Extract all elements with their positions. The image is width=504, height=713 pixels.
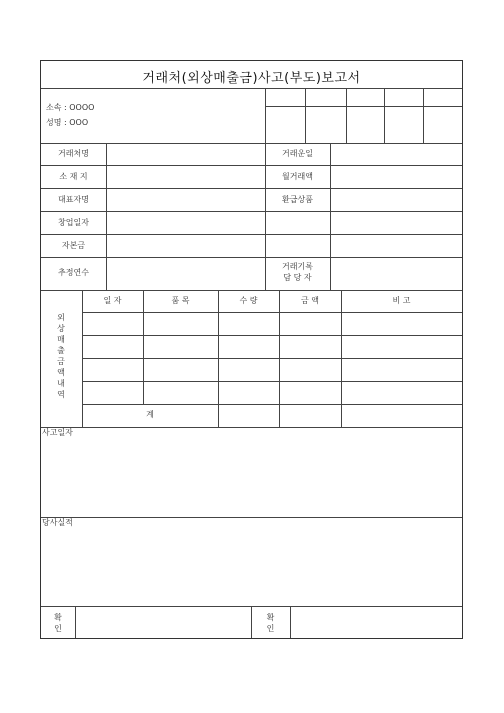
client-name-label: 거래처명 [58,149,89,158]
name-label: 성명 : OOO [46,118,89,127]
accident-date-label: 사고일자 [42,428,73,437]
confirm-1-top: 확 [54,613,62,622]
trade-start-label: 거래운일 [282,149,313,158]
col-item: 품 목 [171,296,190,305]
form-title: 거래처(외상매출금)사고(부도)보고서 [142,71,361,86]
ceo-label: 대표자명 [58,195,89,204]
dept-label: 소속 : OOOO [46,103,95,112]
response-label: 당사실적 [42,518,73,527]
monthly-trade-label: 월거래액 [282,172,313,181]
total-label: 계 [146,410,154,419]
col-qty: 수 량 [239,296,258,305]
col-date: 일 자 [103,296,122,305]
col-note: 비 고 [392,296,411,305]
manager-label: 담 당 자 [283,273,312,282]
location-label: 소 재 지 [59,172,88,181]
trade-record-label: 거래기록 [282,262,313,271]
confirm-2-top: 확 [266,613,275,622]
confirm-1-bottom: 인 [54,624,62,633]
founded-label: 창업일자 [58,218,89,227]
report-form: 거래처(외상매출금)사고(부도)보고서 소속 : OOOO 성명 : OOO 거래처명 소 재 지 대표자명 창업일자 자본금 추정연수 거래운일 월거래액 환급상품 거래기록 담 당 자 외 상 매 출 금 액 내 역 일 자 품 목 수 량 금 액 비 고 계 사고일자 당사실적 확 인 확 인 [40,60,463,639]
goods-label: 환급상품 [282,195,313,204]
capital-label: 자본금 [61,241,86,250]
employees-label: 추정연수 [58,268,89,277]
col-amount: 금 액 [301,296,319,305]
confirm-2-bottom: 인 [266,624,275,633]
